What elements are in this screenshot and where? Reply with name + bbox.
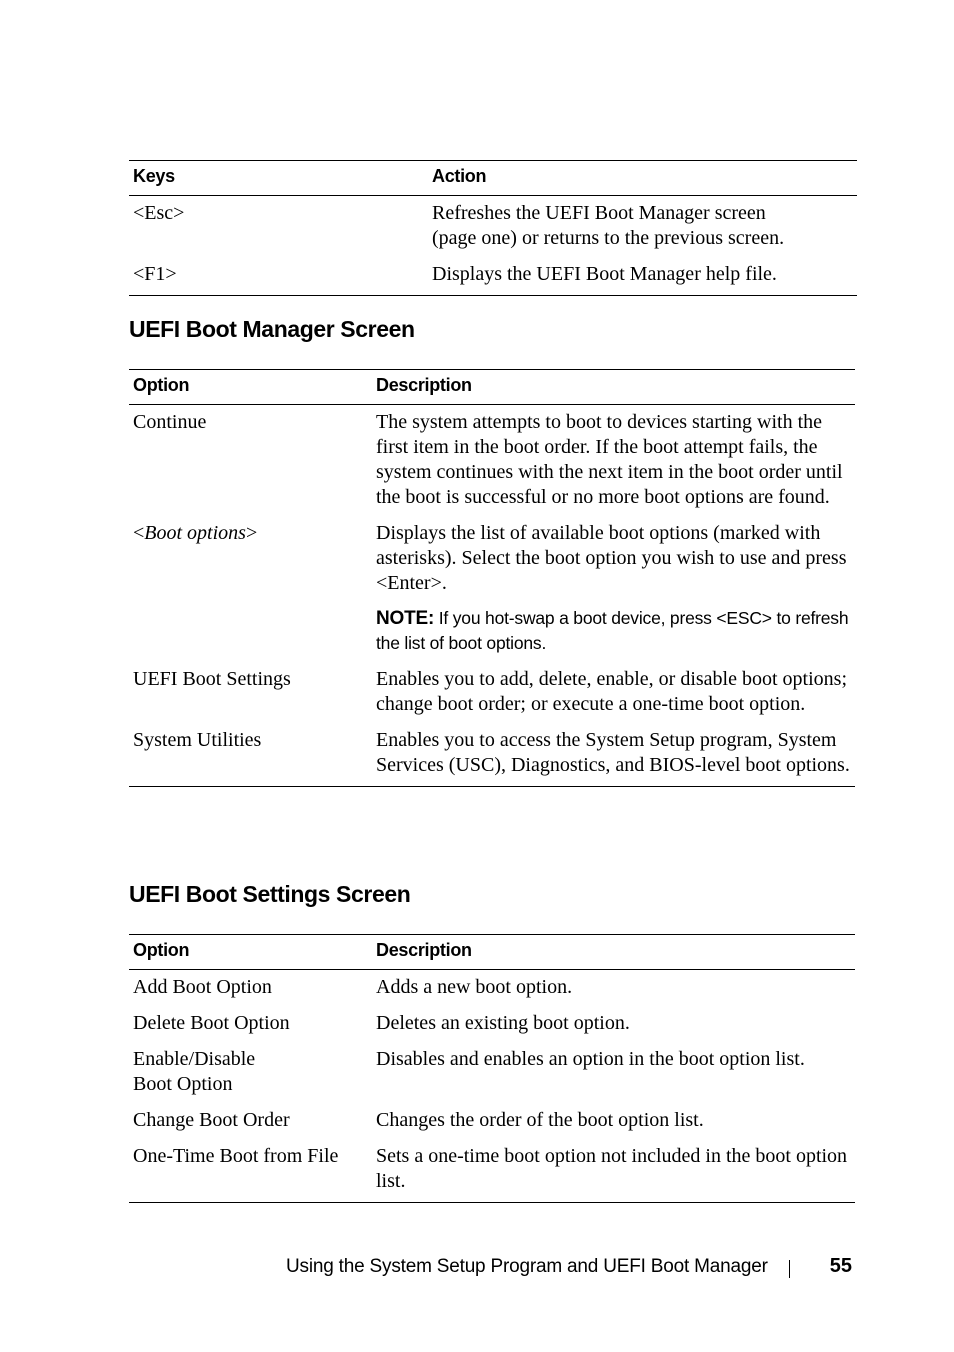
option-cell: One-Time Boot from File (129, 1141, 372, 1203)
option-placeholder: Boot options (144, 522, 246, 544)
footer-separator (789, 1260, 790, 1278)
key-cell: <Esc> (133, 202, 185, 224)
header-description: Description (372, 370, 855, 405)
action-text: Refreshes the UEFI Boot Manager screen (432, 202, 766, 224)
header-keys: Keys (129, 161, 428, 196)
table-row (129, 970, 855, 1009)
boot-manager-table (129, 369, 855, 787)
table-row (129, 259, 857, 296)
description-cell: Sets a one-time boot option not included in the boot option list. (372, 1141, 855, 1203)
section-title-boot-settings: UEFI Boot Settings Screen (129, 881, 411, 907)
table-row (129, 405, 855, 519)
footer-title: Using the System Setup Program and UEFI Boot Manager (286, 1256, 768, 1277)
table-row (129, 1141, 855, 1203)
option-cell: Continue (133, 411, 207, 433)
note-text: If you hot-swap a boot device, press <ESC> to refresh the list of boot options. (376, 608, 849, 653)
description-cell: Enables you to access the System Setup program, System Services (USC), Diagnostics, and BIOS-level boot options. (372, 725, 855, 787)
description-cell (372, 518, 855, 664)
section-title-boot-manager: UEFI Boot Manager Screen (129, 316, 415, 342)
note (376, 606, 851, 656)
action-cell (428, 196, 857, 260)
option-cell: Add Boot Option (133, 976, 272, 998)
action-text-continued: (page one) or returns to the previous screen. (432, 227, 785, 249)
table-row (129, 196, 857, 260)
header-option: Option (129, 370, 372, 405)
table-row (129, 725, 855, 787)
table-row (129, 1105, 855, 1141)
table-row (129, 1044, 855, 1105)
action-cell (428, 259, 857, 296)
header-action: Action (428, 161, 857, 196)
table-header-row (129, 935, 855, 970)
table-row (129, 518, 855, 664)
key-cell: <F1> (129, 259, 428, 296)
action-text: Displays the UEFI Boot Manager help file. (432, 263, 777, 285)
table-header-row (129, 370, 855, 405)
header-description: Description (372, 935, 855, 970)
option-cell: System Utilities (129, 725, 372, 787)
boot-settings-table (129, 934, 855, 1203)
option-cell: Change Boot Order (133, 1109, 290, 1131)
description-cell: Disables and enables an option in the boot option list. (376, 1048, 805, 1070)
option-cell (129, 1044, 372, 1105)
option-cell (129, 518, 372, 664)
option-text-continued: Boot Option (133, 1073, 233, 1095)
option-cell: UEFI Boot Settings (133, 668, 291, 690)
page-footer (286, 1255, 854, 1281)
description-cell: Deletes an existing boot option. (376, 1012, 630, 1034)
page-number: 55 (829, 1255, 852, 1277)
option-text: Enable/Disable (133, 1048, 256, 1070)
description-cell: Changes the order of the boot option list. (376, 1109, 704, 1131)
header-option: Option (129, 935, 372, 970)
angle-open: < (133, 522, 145, 544)
description-cell: Adds a new boot option. (376, 976, 573, 998)
table-header-row (129, 161, 857, 196)
table-row (129, 664, 855, 725)
description-cell: Enables you to add, delete, enable, or disable boot options; change boot order; or execute a one-time boot option. (376, 668, 847, 715)
angle-close: > (245, 522, 258, 544)
note-label: NOTE: (376, 608, 435, 629)
description-cell: The system attempts to boot to devices starting with the first item in the boot order. If the boot attempt fails, the system continues with the next item in the boot order until the boot is successful or no more boot options are found. (376, 411, 843, 508)
keys-table (129, 160, 857, 296)
option-cell: Delete Boot Option (133, 1012, 290, 1034)
description-text: Displays the list of available boot options (marked with asterisks). Select the boot option you wish to use and press <Enter>. (376, 522, 847, 594)
table-row (129, 1008, 855, 1044)
